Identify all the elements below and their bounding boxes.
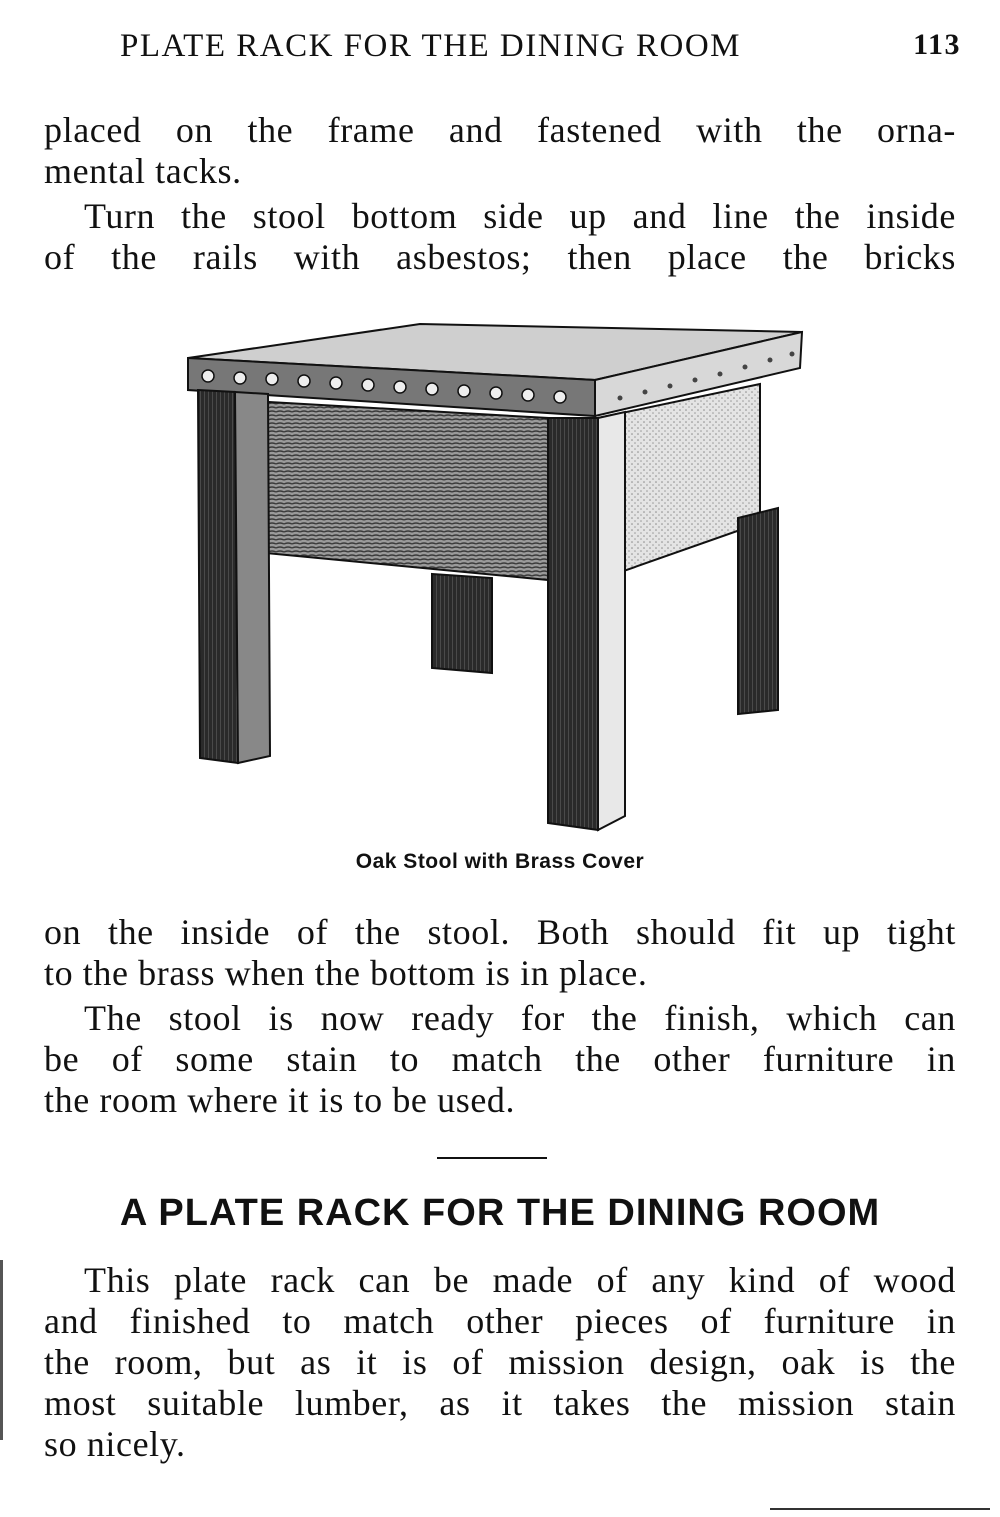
text-line: placed on the frame and fastened with the orna- xyxy=(44,110,956,150)
paragraph-finish xyxy=(44,998,956,1121)
header-title: PLATE RACK FOR THE DINING ROOM xyxy=(120,28,742,64)
text-line: be of some stain to match the other furniture in xyxy=(44,1039,956,1079)
paragraph-continued xyxy=(44,110,956,192)
paragraph-inside-stool xyxy=(44,912,956,994)
paragraph-turn-stool xyxy=(44,196,956,278)
running-header xyxy=(120,28,965,74)
text-line: most suitable lumber, as it takes the mission stain xyxy=(44,1383,956,1423)
page-number: 113 xyxy=(913,28,961,61)
section-divider xyxy=(437,1157,547,1159)
text-line: to the brass when the bottom is in place. xyxy=(44,953,648,993)
figure-caption: Oak Stool with Brass Cover xyxy=(355,850,645,873)
page-bottom-edge xyxy=(770,1508,990,1510)
text-line: The stool is now ready for the finish, which can xyxy=(84,998,956,1038)
text-line: on the inside of the stool. Both should fit up tight xyxy=(44,912,956,952)
section-heading: A PLATE RACK FOR THE DINING ROOM xyxy=(119,1192,881,1234)
text-line: This plate rack can be made of any kind of wood xyxy=(84,1260,956,1300)
text-line: and finished to match other pieces of furniture in xyxy=(44,1301,956,1341)
page-edge-mark xyxy=(0,1260,3,1440)
text-line: mental tacks. xyxy=(44,151,242,191)
text-line: the room, but as it is of mission design, oak is the xyxy=(44,1342,956,1382)
text-line: so nicely. xyxy=(44,1424,186,1464)
text-line: of the rails with asbestos; then place the bricks xyxy=(44,237,956,277)
text-line: Turn the stool bottom side up and line the inside xyxy=(84,196,956,236)
text-line: the room where it is to be used. xyxy=(44,1080,516,1120)
paragraph-plate-rack xyxy=(44,1260,956,1465)
oak-stool-illustration xyxy=(180,318,810,838)
